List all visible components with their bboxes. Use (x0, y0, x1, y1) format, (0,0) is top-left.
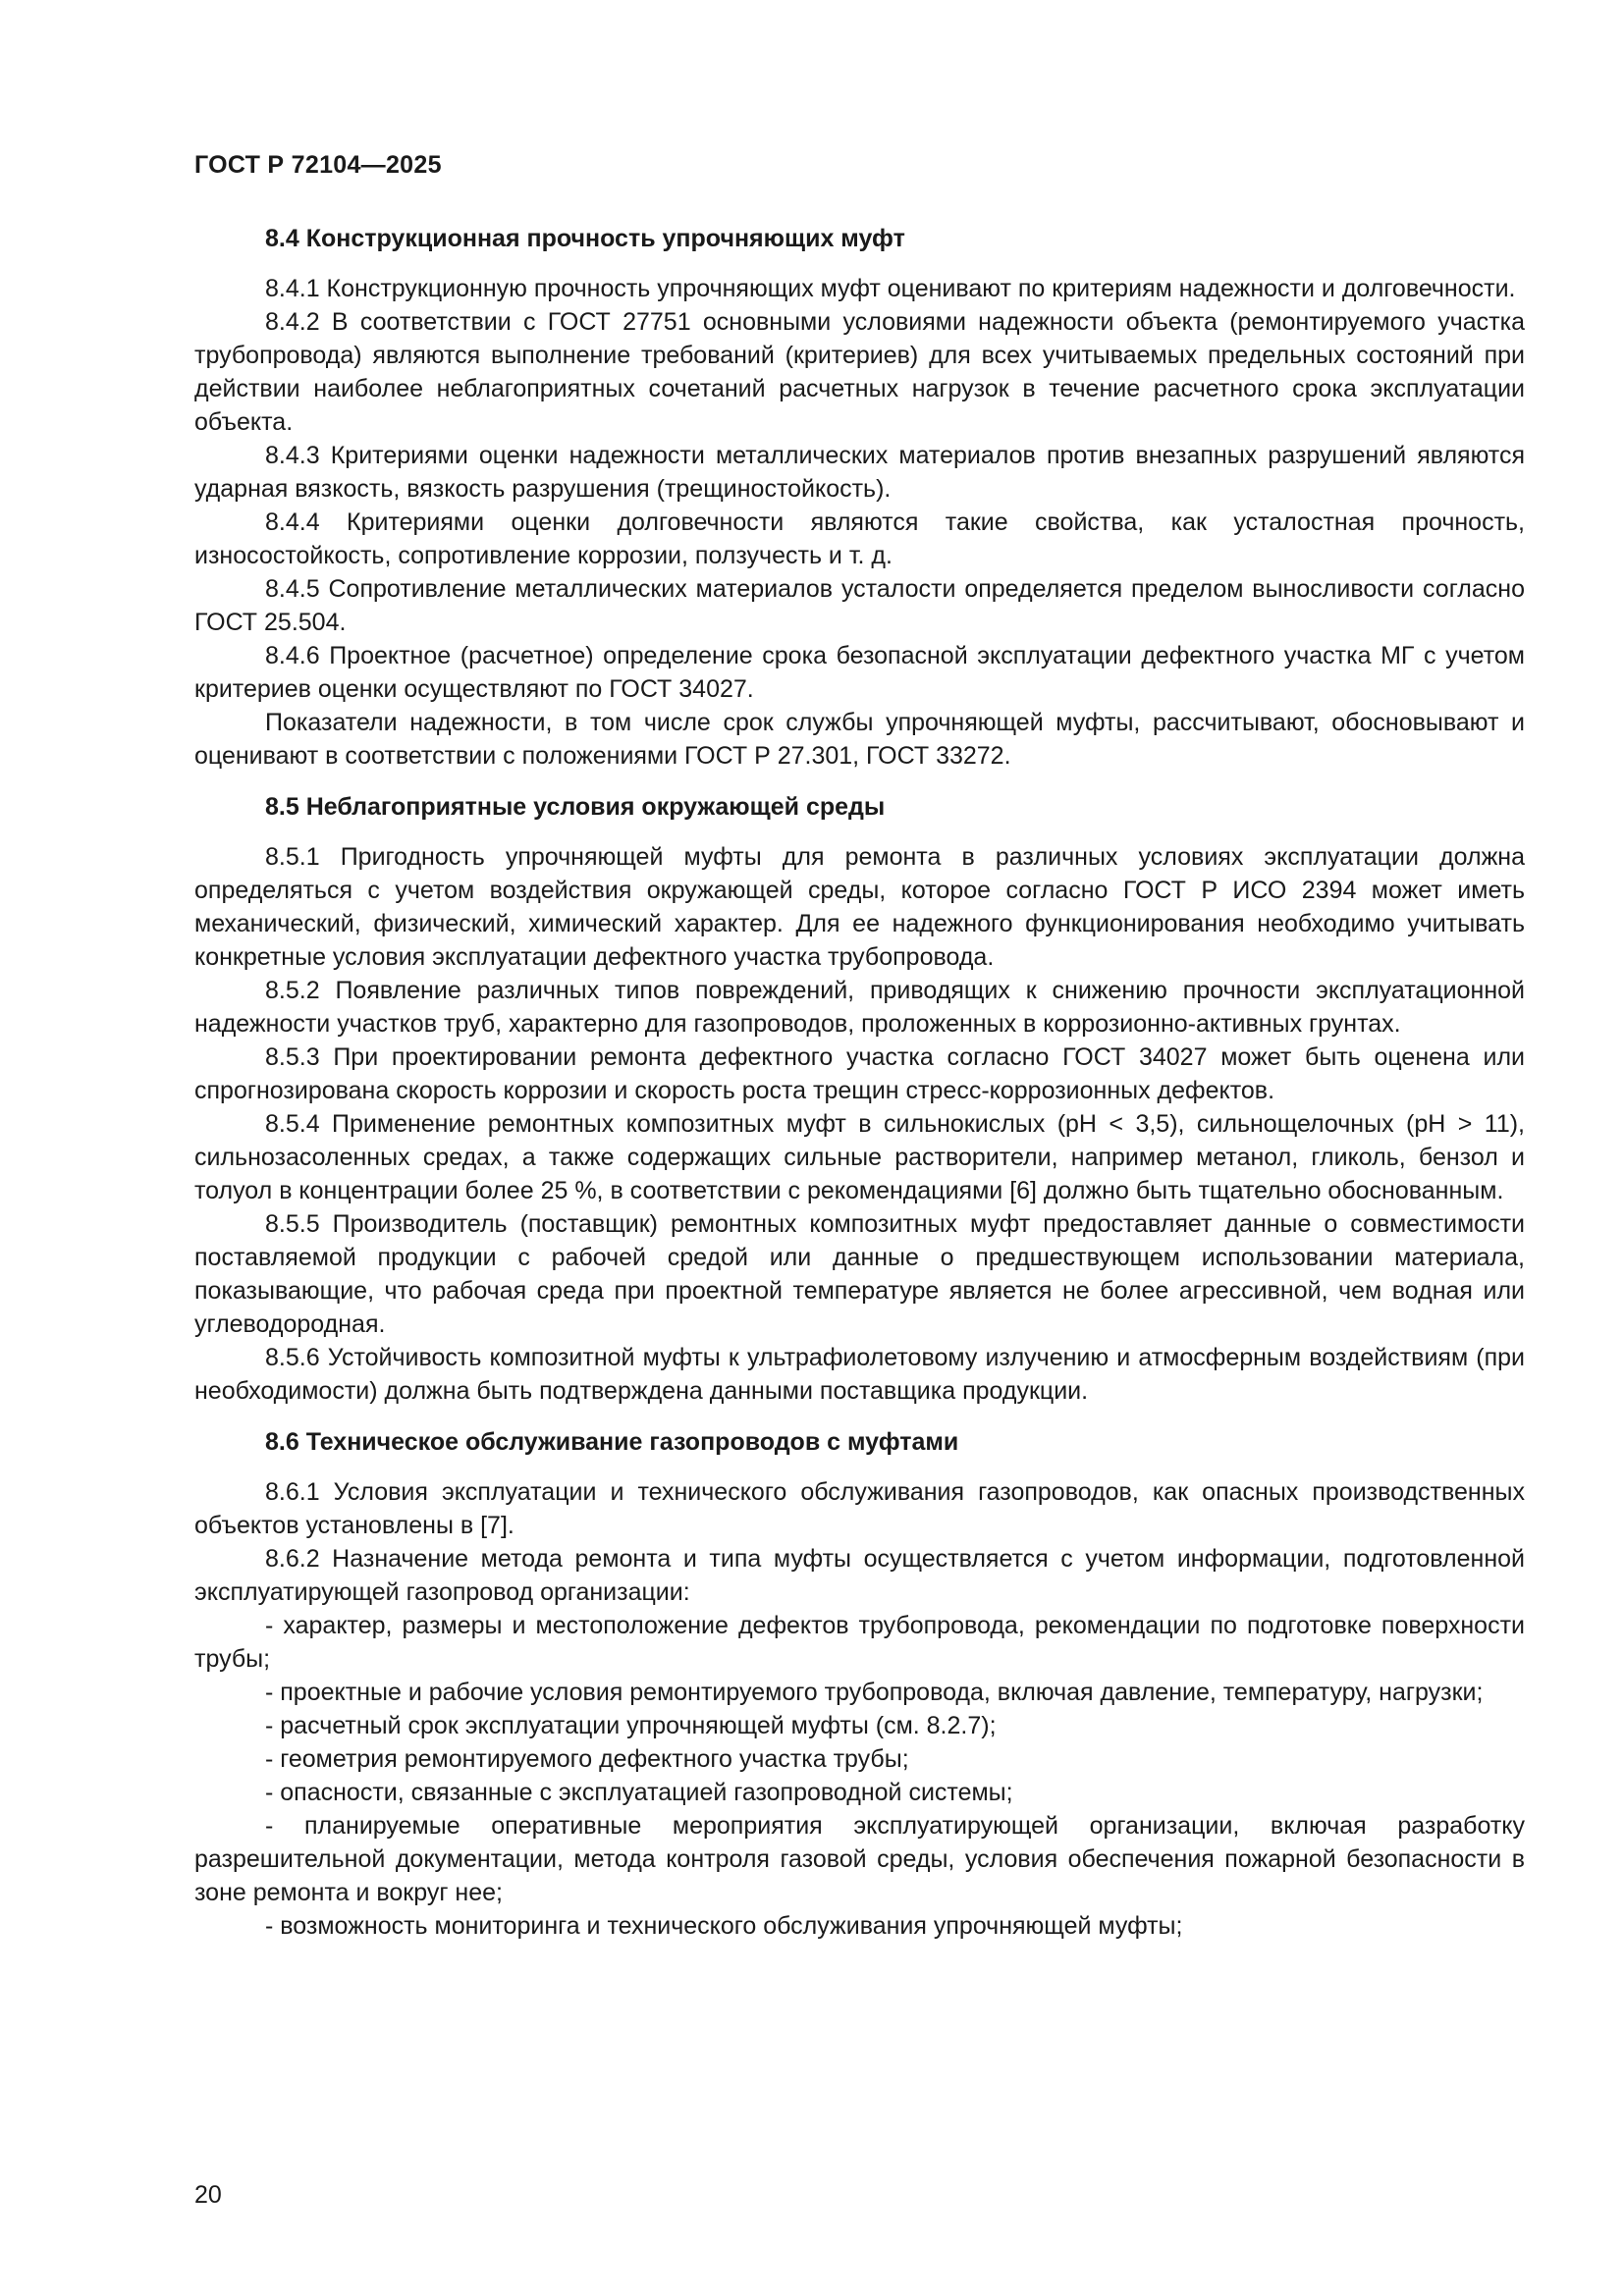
paragraph: 8.5.5 Производитель (поставщик) ремонтных композитных муфт предоставляет данные о совместимости поставляемой продукции с рабочей средой или данные о предшествующем использовании материала, показывающие, что рабочая среда при проектной температуре является не более агрессивной, чем водная или углеводородная. (194, 1210, 1525, 1338)
list-item: - характер, размеры и местоположение дефектов трубопровода, рекомендации по подготовке поверхности трубы; (194, 1612, 1525, 1673)
page-body (194, 222, 1525, 1943)
list-item: - проектные и рабочие условия ремонтируемого трубопровода, включая давление, температуру, нагрузки; (265, 1679, 1484, 1706)
list-item: - опасности, связанные с эксплуатацией газопроводной системы; (265, 1779, 1013, 1806)
section-heading: 8.5 Неблагоприятные условия окружающей среды (265, 793, 886, 821)
paragraph: 8.4.6 Проектное (расчетное) определение срока безопасной эксплуатации дефектного участка МГ с учетом критериев оценки осуществляют по ГОСТ 34027. (194, 642, 1525, 703)
paragraph: 8.6.2 Назначение метода ремонта и типа муфты осуществляется с учетом информации, подготовленной эксплуатирующей газопровод организации: (194, 1545, 1525, 1606)
paragraph: 8.4.3 Критериями оценки надежности металлических материалов против внезапных разрушений являются ударная вязкость, вязкость разрушения (трещиностойкость). (194, 442, 1525, 503)
paragraph: 8.5.4 Применение ремонтных композитных муфт в сильнокислых (pH < 3,5), сильнощелочных (pH > 11), сильнозасоленных средах, а также содержащих сильные растворители, например метанол, гликоль, бензол и толуол в концентрации более 25 %, в соответствии с рекомендациями [6] должно быть тщательно обоснованным. (194, 1110, 1525, 1204)
paragraph: 8.4.1 Конструкционную прочность упрочняющих муфт оценивают по критериям надежности и долговечности. (265, 275, 1516, 302)
page-number: 20 (194, 2181, 222, 2209)
document-id-header: ГОСТ Р 72104—2025 (194, 151, 442, 179)
list-item: - возможность мониторинга и технического обслуживания упрочняющей муфты; (265, 1912, 1183, 1940)
paragraph: 8.6.1 Условия эксплуатации и технического обслуживания газопроводов, как опасных производственных объектов установлены в [7]. (194, 1478, 1525, 1539)
paragraph: 8.4.4 Критериями оценки долговечности являются такие свойства, как усталостная прочность, износостойкость, сопротивление коррозии, ползучесть и т. д. (194, 508, 1525, 569)
paragraph: 8.5.3 При проектировании ремонта дефектного участка согласно ГОСТ 34027 может быть оценена или спрогнозирована скорость коррозии и скорость роста трещин стресс-коррозионных дефектов. (194, 1043, 1525, 1104)
section-heading: 8.6 Техническое обслуживание газопроводов с муфтами (265, 1428, 959, 1456)
list-item: - геометрия ремонтируемого дефектного участка трубы; (265, 1745, 909, 1773)
section-heading: 8.4 Конструкционная прочность упрочняющих муфт (265, 225, 905, 252)
list-item: - расчетный срок эксплуатации упрочняющей муфты (см. 8.2.7); (265, 1712, 997, 1739)
paragraph: 8.5.1 Пригодность упрочняющей муфты для ремонта в различных условиях эксплуатации должна определяться с учетом воздействия окружающей среды, которое согласно ГОСТ Р ИСО 2394 может иметь механический, физический, химический характер. Для ее надежного функционирования необходимо учитывать конкретные условия эксплуатации дефектного участка трубопровода. (194, 843, 1525, 971)
list-item: - планируемые оперативные мероприятия эксплуатирующей организации, включая разработку разрешительной документации, метода контроля газовой среды, условия обеспечения пожарной безопасности в зоне ремонта и вокруг нее; (194, 1812, 1525, 1906)
paragraph: 8.5.6 Устойчивость композитной муфты к ультрафиолетовому излучению и атмосферным воздействиям (при необходимости) должна быть подтверждена данными поставщика продукции. (194, 1344, 1525, 1405)
paragraph: 8.4.5 Сопротивление металлических материалов усталости определяется пределом выносливости согласно ГОСТ 25.504. (194, 575, 1525, 636)
paragraph: Показатели надежности, в том числе срок службы упрочняющей муфты, рассчитывают, обосновывают и оценивают в соответствии с положениями ГОСТ Р 27.301, ГОСТ 33272. (194, 709, 1525, 770)
paragraph: 8.4.2 В соответствии с ГОСТ 27751 основными условиями надежности объекта (ремонтируемого участка трубопровода) являются выполнение требований (критериев) для всех учитываемых предельных состояний при действии наиболее неблагоприятных сочетаний расчетных нагрузок в течение расчетного срока эксплуатации объекта. (194, 308, 1525, 436)
paragraph: 8.5.2 Появление различных типов повреждений, приводящих к снижению прочности эксплуатационной надежности участков труб, характерно для газопроводов, проложенных в коррозионно-активных грунтах. (194, 977, 1525, 1038)
